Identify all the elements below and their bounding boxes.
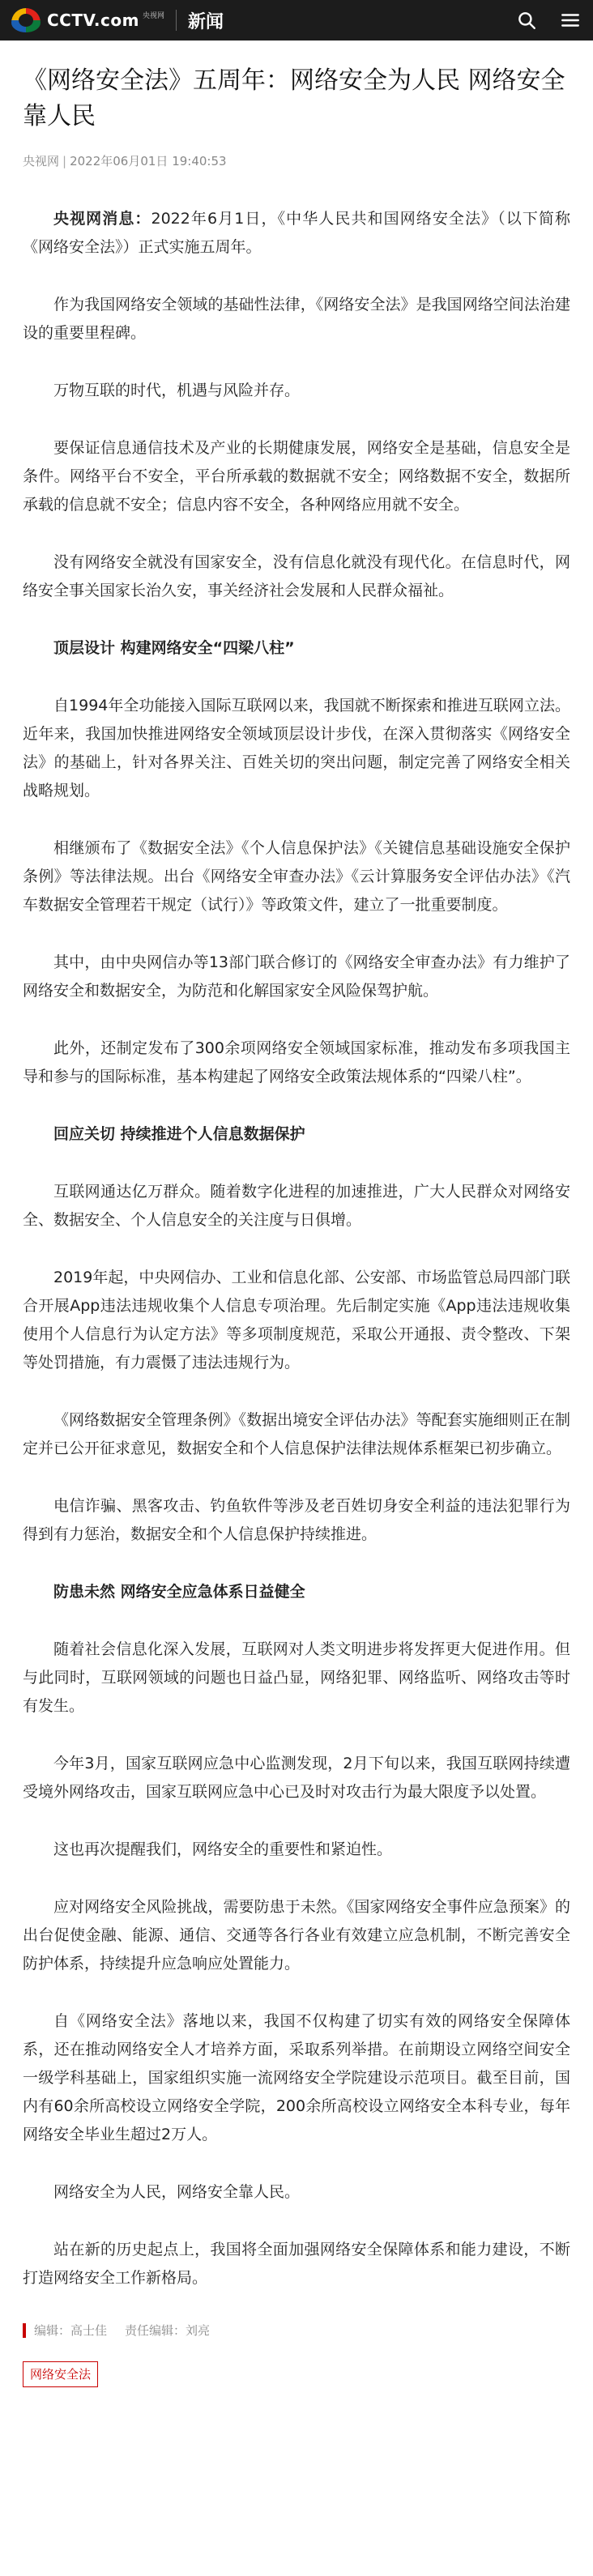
- article-paragraph: [23, 434, 570, 519]
- meta-separator: |: [62, 154, 67, 168]
- editor-info: [23, 2322, 570, 2339]
- paragraph-text: 2019年起，中央网信办、工业和信息化部、公安部、市场监管总局四部门联合开展App违法违规收集个人信息专项治理。先后制定实施《App违法违规收集使用个人信息行为认定方法》等多项制度规范，采取公开通报、责令整改、下架等处罚措施，有力震慑了违法违规行为。: [23, 1269, 570, 1371]
- article-paragraph: [23, 1492, 570, 1549]
- article-source: 央视网: [23, 154, 60, 168]
- paragraph-text: 应对网络安全风险挑战，需要防患于未然。《国家网络安全事件应急预案》的出台促使金融、能源、通信、交通等各行各业有效建立应急机制，不断完善安全防护体系，持续提升应急响应处置能力。: [23, 1898, 570, 1973]
- paragraph-text: 此外，还制定发布了300余项网络安全领域国家标准，推动发布多项我国主导和参与的国际标准，基本构建起了网络安全政策法规体系的“四梁八柱”。: [23, 1039, 570, 1085]
- paragraph-text: 网络安全为人民，网络安全靠人民。: [53, 2183, 301, 2201]
- section-title[interactable]: 新闻: [187, 11, 224, 32]
- paragraph-text: 其中，由中央网信办等13部门联合修订的《网络安全审查办法》有力维护了网络安全和数据安全，为防范和化解国家安全风险保驾护航。: [23, 953, 570, 1000]
- paragraph-text: 自《网络安全法》落地以来，我国不仅构建了切实有效的网络安全保障体系，还在推动网络安全人才培养方面，采取系列举措。在前期设立网络空间安全一级学科基础上，国家组织实施一流网络安全学院建设示范项目。截至目前，国内有60余所高校设立网络安全学院，200余所高校设立网络安全本科专业，每年网络安全毕业生超过2万人。: [23, 2012, 570, 2143]
- article-paragraph: [23, 291, 570, 348]
- paragraph-text: 这也再次提醒我们，网络安全的重要性和紧迫性。: [53, 1840, 393, 1858]
- article-body: [23, 205, 570, 2292]
- header-divider: [176, 10, 177, 31]
- article-paragraph: [23, 834, 570, 919]
- article-paragraph: [23, 2236, 570, 2292]
- paragraph-text: 站在新的历史起点上，我国将全面加强网络安全保障体系和能力建设，不断打造网络安全工作新格局。: [23, 2241, 570, 2287]
- article-paragraph: [23, 2178, 570, 2207]
- paragraph-text: 要保证信息通信技术及产业的长期健康发展，网络安全是基础，信息安全是条件。网络平台不安全，平台所承载的数据就不安全；网络数据不安全，数据所承载的信息就不安全；信息内容不安全，各种网络应用就不安全。: [23, 439, 570, 514]
- header-actions: [515, 0, 582, 41]
- article-paragraph: [23, 949, 570, 1005]
- paragraph-text: 2022年6月1日，《中华人民共和国网络安全法》（以下简称《网络安全法》）正式实施五周年。: [23, 210, 570, 256]
- article-paragraph: [23, 2007, 570, 2149]
- paragraph-text: 自1994年全功能接入国际互联网以来，我国就不断探索和推进互联网立法。近年来，我国加快推进网络安全领域顶层设计步伐，在深入贯彻落实《网络安全法》的基础上，针对各界关注、百姓关切的突出问题，制定完善了网络安全相关战略规划。: [23, 697, 570, 800]
- menu-icon[interactable]: [559, 9, 582, 32]
- article: [0, 41, 593, 2387]
- article-paragraph: [23, 1178, 570, 1235]
- paragraph-text: 《网络数据安全管理条例》《数据出境安全评估办法》等配套实施细则正在制定并已公开征求意见，数据安全和个人信息保护法律法规体系框架已初步确立。: [23, 1411, 570, 1457]
- paragraph-text: 相继颁布了《数据安全法》《个人信息保护法》《关键信息基础设施安全保护条例》等法律法规。出台《网络安全审查办法》《云计算服务安全评估办法》《汽车数据安全管理若干规定（试行）》等政策文件，建立了一批重要制度。: [23, 839, 570, 914]
- cctv-logo-mark: [11, 8, 41, 32]
- article-paragraph: [23, 692, 570, 805]
- paragraph-text: 没有网络安全就没有国家安全，没有信息化就没有现代化。在信息时代，网络安全事关国家长治久安，事关经济社会发展和人民群众福祉。: [23, 553, 570, 599]
- article-paragraph: [23, 1893, 570, 1978]
- article-paragraph: [23, 205, 570, 262]
- article-paragraph: [23, 1034, 570, 1091]
- responsible-editor-name: 责任编辑：刘亮: [125, 2323, 211, 2338]
- editor-name: 编辑：高士佳: [34, 2323, 108, 2338]
- section-heading: 回应关切 持续推进个人信息数据保护: [53, 1125, 305, 1143]
- tag-link[interactable]: 网络安全法: [23, 2361, 98, 2387]
- article-paragraph: [23, 1406, 570, 1463]
- article-paragraph: [23, 1836, 570, 1864]
- article-paragraph: [23, 1264, 570, 1377]
- article-date: 2022年06月01日 19:40:53: [70, 154, 227, 168]
- article-meta: [23, 152, 570, 169]
- logo-subtext: 央视网: [142, 11, 164, 20]
- article-paragraph: [23, 548, 570, 605]
- search-icon[interactable]: [515, 9, 538, 32]
- article-title: 《网络安全法》五周年：网络安全为人民 网络安全靠人民: [23, 66, 565, 130]
- paragraph-text: 作为我国网络安全领域的基础性法律，《网络安全法》是我国网络空间法治建设的重要里程碑。: [23, 296, 570, 342]
- editor-accent-bar: [23, 2323, 26, 2338]
- paragraph-text: 互联网通达亿万群众。随着数字化进程的加速推进，广大人民群众对网络安全、数据安全、个人信息安全的关注度与日俱增。: [23, 1183, 570, 1229]
- article-paragraph: [23, 1636, 570, 1721]
- top-navigation-bar: [0, 0, 593, 41]
- paragraph-text: 随着社会信息化深入发展，互联网对人类文明进步将发挥更大促进作用。但与此同时，互联网领域的问题也日益凸显，网络犯罪、网络监听、网络攻击等时有发生。: [23, 1640, 570, 1715]
- logo-text: CCTV.com: [47, 11, 139, 30]
- paragraph-text: 万物互联的时代，机遇与风险并存。: [53, 382, 301, 399]
- paragraph-text: 电信诈骗、黑客攻击、钓鱼软件等涉及老百姓切身安全利益的违法犯罪行为得到有力惩治，数据安全和个人信息保护持续推进。: [23, 1497, 570, 1543]
- section-heading: 防患未然 网络安全应急体系日益健全: [53, 1583, 305, 1601]
- article-paragraph: [23, 377, 570, 405]
- paragraph-lead: 央视网消息：: [53, 210, 151, 228]
- section-heading: 顶层设计 构建网络安全“四梁八柱”: [53, 639, 295, 657]
- article-paragraph: [23, 1750, 570, 1806]
- cctv-logo[interactable]: [11, 6, 164, 34]
- tag-list: [23, 2361, 570, 2387]
- paragraph-text: 今年3月，国家互联网应急中心监测发现，2月下旬以来，我国互联网持续遭受境外网络攻击，国家互联网应急中心已及时对攻击行为最大限度予以处置。: [23, 1755, 570, 1801]
